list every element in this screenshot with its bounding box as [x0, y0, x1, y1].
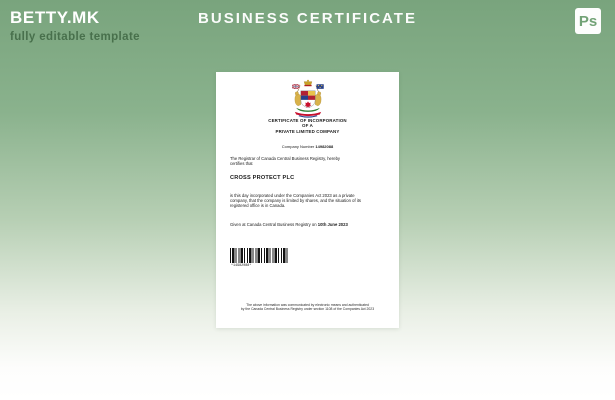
given-at-text: Given at Canada Central Business Registry on — [230, 222, 317, 227]
company-number-label: Company Number — [281, 144, 315, 149]
certificate-title — [216, 118, 399, 134]
certificate-document — [216, 72, 399, 328]
barcode-text: *14982088* — [231, 264, 252, 268]
incorporation-statement: is this day incorporated under the Companies Act 2023 as a private company, that the company is limited by shares, and the situation of its registered office is in Canada. — [230, 193, 361, 209]
certificate-footer — [216, 303, 399, 312]
company-name: CROSS PROTECT PLC — [230, 175, 295, 181]
certificate-title-line2: OF A — [302, 123, 313, 129]
brand-tagline: fully editable template — [10, 31, 140, 43]
company-number-line — [216, 144, 399, 149]
company-number-value: 14982088 — [315, 144, 334, 149]
barcode — [230, 248, 288, 263]
given-at-line — [230, 222, 385, 227]
page-title: BUSINESS CERTIFICATE — [198, 10, 417, 27]
coat-of-arms-icon — [288, 79, 328, 121]
photoshop-icon — [575, 8, 601, 34]
certificate-title-line1: CERTIFICATE OF INCORPORATION — [268, 118, 347, 123]
certificate-footer-line2: by the Canada Central Business Registry under section 1108 of the Companies Act 2023 — [240, 307, 375, 312]
brand-logo: BETTY.MK — [10, 8, 100, 27]
registrar-statement: The Registrar of Canada Central Business Registry, hereby certifies that — [230, 156, 341, 167]
certificate-footer-line1: The above information was communicated by electronic means and authenticated — [246, 303, 369, 307]
certificate-title-line3: PRIVATE LIMITED COMPANY — [275, 128, 340, 134]
given-at-date: 10th June 2023 — [317, 222, 348, 227]
photoshop-icon-label: Ps — [578, 12, 598, 30]
